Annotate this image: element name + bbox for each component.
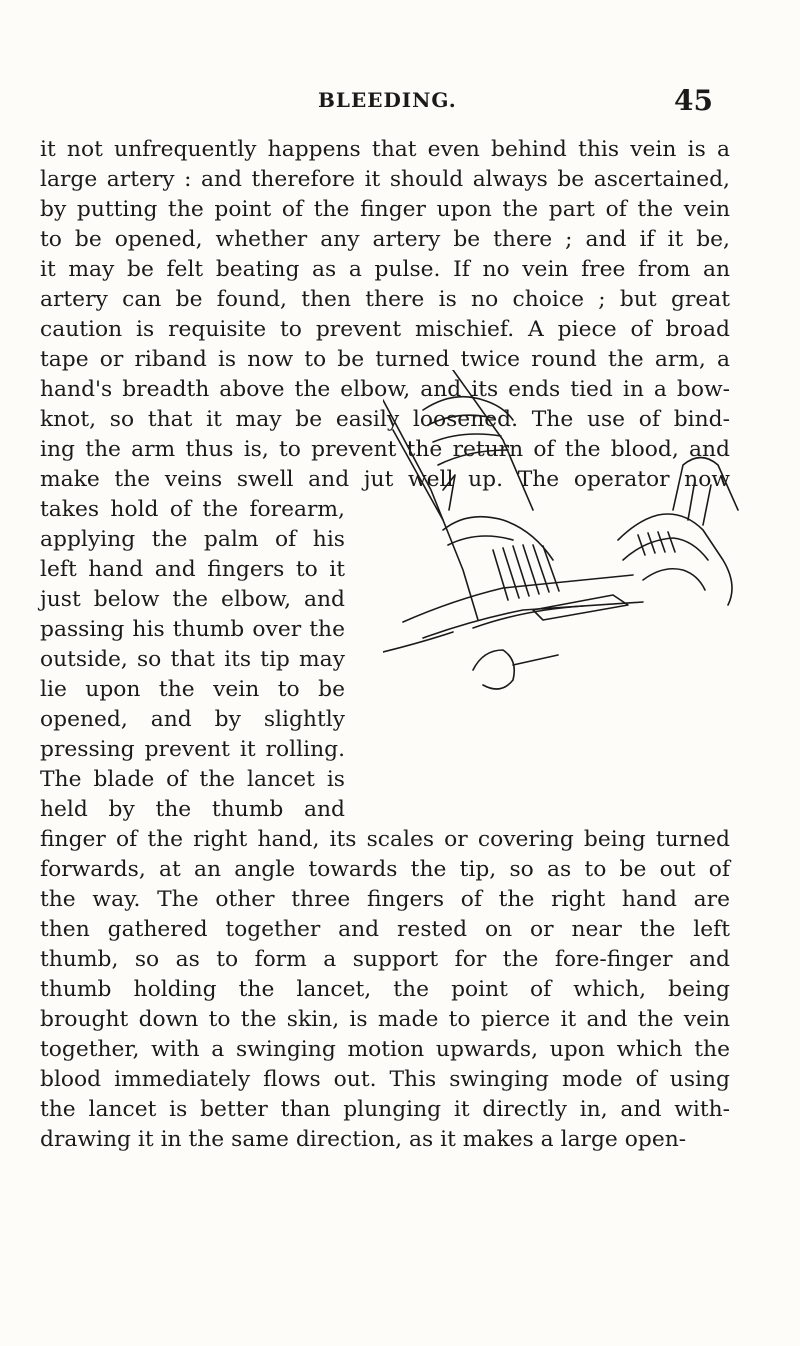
text-line: by putting the point of the finger upon the part of the vein	[40, 197, 730, 222]
running-title: BLEEDING.	[318, 88, 457, 112]
text-line: then gathered together and rested on or near the left	[40, 917, 730, 942]
text-line: thumb, so as to form a support for the fore-finger and	[40, 947, 730, 972]
text-line: large artery : and therefore it should always be ascertained,	[40, 167, 730, 192]
text-line: forwards, at an angle towards the tip, so as to be out of	[40, 857, 730, 882]
text-line: it may be felt beating as a pulse. If no vein free from an	[40, 257, 730, 282]
text-line: hand's breadth above the elbow, and its ends tied in a bow-	[40, 377, 730, 402]
text-line: blood immediately flows out. This swinging mode of using	[40, 1067, 730, 1092]
text-line: thumb holding the lancet, the point of which, being	[40, 977, 730, 1002]
text-line: the lancet is better than plunging it directly in, and with-	[40, 1097, 730, 1122]
text-line: ing the arm thus is, to prevent the return of the blood, and	[40, 437, 730, 462]
text-line: takes hold of the forearm,	[40, 497, 345, 522]
text-line: the way. The other three fingers of the right hand are	[40, 887, 730, 912]
text-line: applying the palm of his	[40, 527, 345, 552]
text-line: it not unfrequently happens that even behind this vein is a	[40, 137, 730, 162]
text-line: drawing it in the same direction, as it makes a large open-	[40, 1127, 687, 1152]
text-line: outside, so that its tip may	[40, 647, 345, 672]
text-line: finger of the right hand, its scales or covering being turned	[40, 827, 730, 852]
text-line: knot, so that it may be easily loosened. The use of bind-	[40, 407, 730, 432]
text-line: passing his thumb over the	[40, 617, 345, 642]
page-number: 45	[674, 84, 713, 117]
text-line: held by the thumb and	[40, 797, 345, 822]
text-line: to be opened, whether any artery be there ; and if it be,	[40, 227, 730, 252]
text-line: together, with a swinging motion upwards, upon which the	[40, 1037, 730, 1062]
hands-bleeding-arm-illustration	[383, 370, 755, 710]
text-line: pressing prevent it rolling.	[40, 737, 345, 762]
text-line: brought down to the skin, is made to pierce it and the vein	[40, 1007, 730, 1032]
text-line: caution is requisite to prevent mischief. A piece of broad	[40, 317, 730, 342]
text-line: tape or riband is now to be turned twice round the arm, a	[40, 347, 730, 372]
text-line: just below the elbow, and	[40, 587, 345, 612]
text-line: The blade of the lancet is	[40, 767, 345, 792]
text-line: opened, and by slightly	[40, 707, 345, 732]
text-line: lie upon the vein to be	[40, 677, 345, 702]
text-line: make the veins swell and jut well up. The operator now	[40, 467, 730, 492]
text-line: artery can be found, then there is no choice ; but great	[40, 287, 730, 312]
page-header	[0, 84, 800, 124]
text-line: left hand and fingers to it	[40, 557, 345, 582]
